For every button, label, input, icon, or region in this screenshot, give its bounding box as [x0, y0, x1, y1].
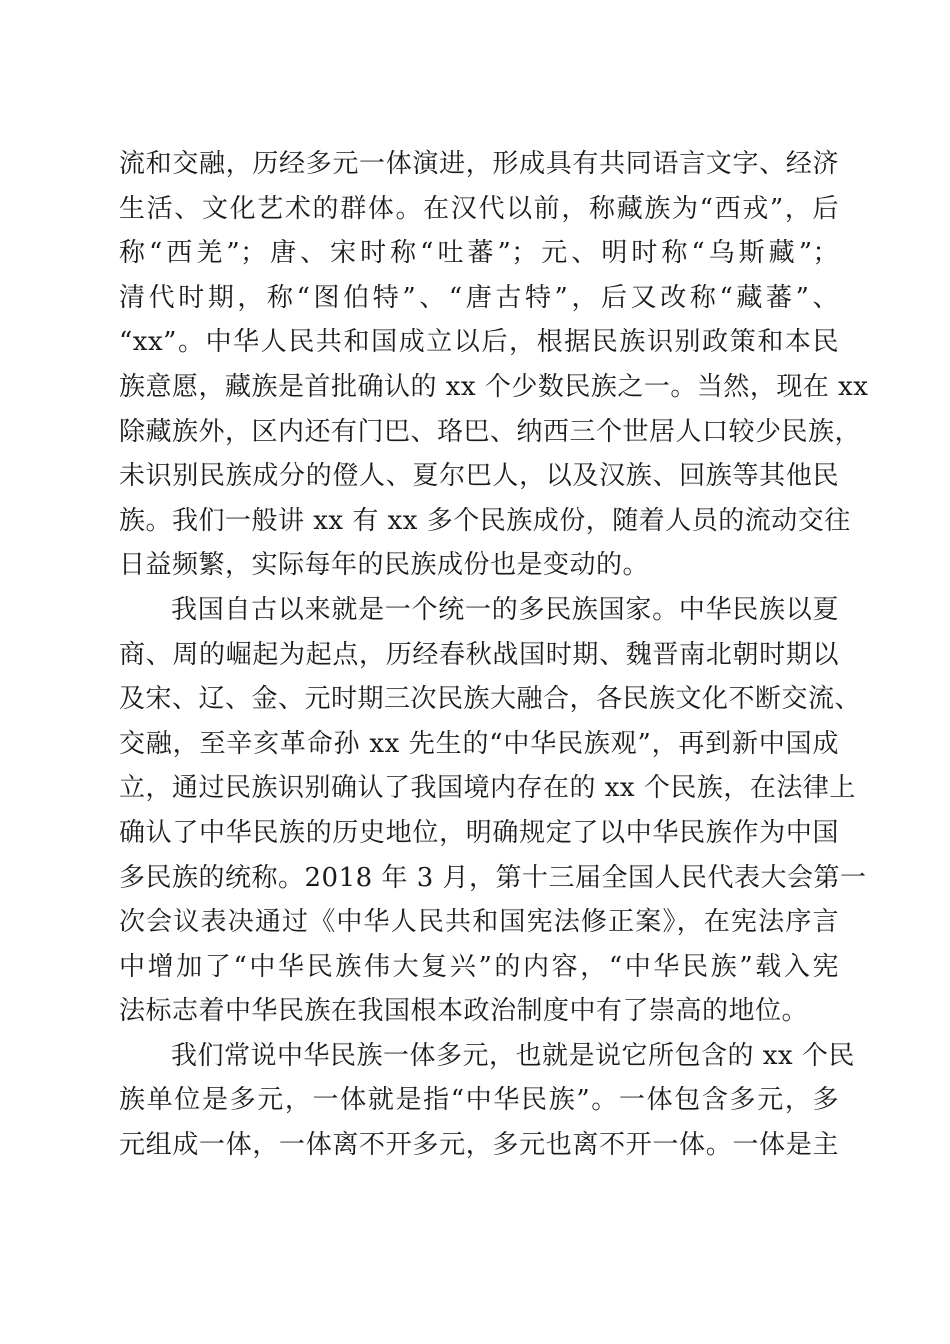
text-line: 中增加了“中华民族伟大复兴”的内容，“中华民族”载入宪 — [119, 951, 839, 982]
text-line: 日益频繁，实际每年的民族成份也是变动的。 — [119, 550, 650, 581]
text-line: 多民族的统称。2018 年 3 月，第十三届全国人民代表大会第一 — [119, 862, 867, 893]
text-line: 生活、文化艺术的群体。在汉代以前，称藏族为“西戎”，后 — [119, 193, 839, 224]
text-line: 除藏族外，区内还有门巴、珞巴、纳西三个世居人口较少民族， — [119, 416, 862, 447]
text-line: 交融，至辛亥革命孙 xx 先生的“中华民族观”，再到新中国成 — [119, 728, 839, 759]
text-line: 次会议表决通过《中华人民共和国宪法修正案》，在宪法序言 — [119, 907, 839, 938]
text-line: 确认了中华民族的历史地位，明确规定了以中华民族作为中国 — [119, 817, 839, 848]
text-line: 立，通过民族识别确认了我国境内存在的 xx 个民族，在法律上 — [119, 773, 856, 804]
text-line: 我们常说中华民族一体多元，也就是说它所包含的 xx 个民 — [171, 1040, 855, 1071]
text-line: 族意愿，藏族是首批确认的 xx 个少数民族之一。当然，现在 xx — [119, 371, 869, 402]
text-line: 族。我们一般讲 xx 有 xx 多个民族成份，随着人员的流动交往 — [119, 505, 851, 536]
text-line: 未识别民族成分的僜人、夏尔巴人，以及汉族、回族等其他民 — [119, 461, 839, 492]
text-line: 商、周的崛起为起点，历经春秋战国时期、魏晋南北朝时期以 — [119, 639, 839, 670]
text-line: 族单位是多元，一体就是指“中华民族”。一体包含多元，多 — [119, 1085, 839, 1116]
text-line: 清代时期，称“图伯特”、“唐古特”，后又改称“藏蕃”、 — [119, 282, 839, 313]
text-line: 流和交融，历经多元一体演进，形成具有共同语言文字、经济 — [119, 149, 839, 179]
text-line: 及宋、辽、金、元时期三次民族大融合，各民族文化不断交流、 — [119, 684, 862, 715]
body-text — [119, 142, 869, 1168]
text-line: 称“西羌”；唐、宋时称“吐蕃”；元、明时称“乌斯藏”； — [119, 238, 839, 269]
text-line: 我国自古以来就是一个统一的多民族国家。中华民族以夏 — [171, 594, 839, 625]
text-line: 元组成一体，一体离不开多元，多元也离不开一体。一体是主 — [119, 1130, 839, 1161]
text-line: 法标志着中华民族在我国根本政治制度中有了崇高的地位。 — [119, 996, 809, 1027]
text-line: “xx”。中华人民共和国成立以后，根据民族识别政策和本民 — [119, 327, 839, 358]
